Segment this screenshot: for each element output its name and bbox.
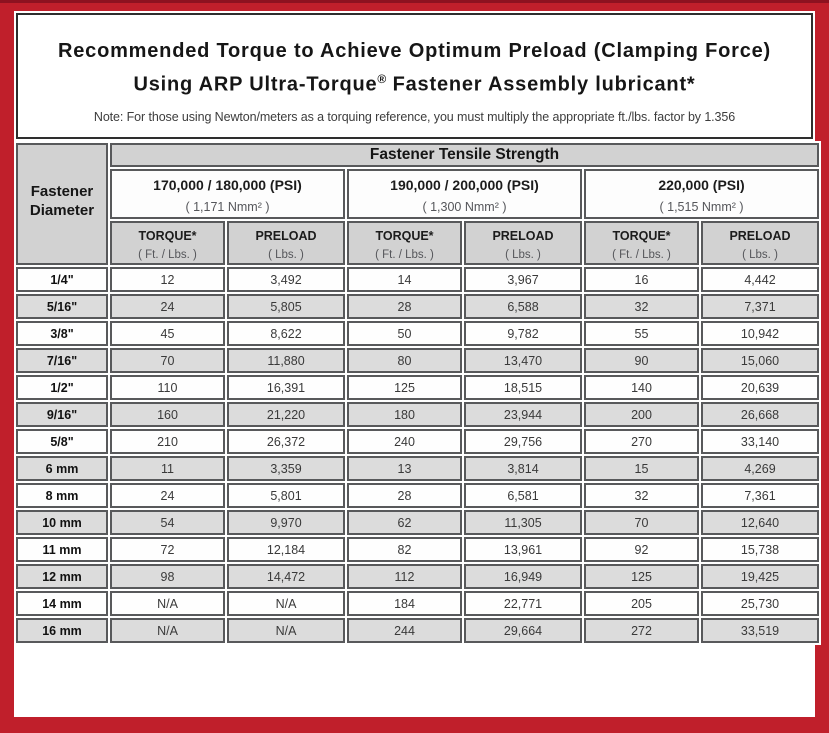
preload-cell: 7,361 (701, 483, 819, 508)
table-row-6mm (16, 456, 819, 481)
diameter-cell: 8 mm (16, 483, 108, 508)
torque-cell: 180 (347, 402, 462, 427)
corner-header-line1: Fastener (30, 183, 94, 200)
preload-cell: 15,060 (701, 348, 819, 373)
preload-cell: 11,880 (227, 348, 345, 373)
torque-cell: 16 (584, 267, 699, 292)
diameter-cell: 1/4" (16, 267, 108, 292)
preload-cell: 6,581 (464, 483, 582, 508)
table-row-10mm (16, 510, 819, 535)
nmm-label: ( 1,171 Nmm² ) (185, 200, 270, 214)
preload-cell: 25,730 (701, 591, 819, 616)
preload-cell: 13,470 (464, 348, 582, 373)
psi-label: 220,000 (PSI) (658, 177, 745, 193)
diameter-cell: 6 mm (16, 456, 108, 481)
column-header-preload-2: PRELOAD ( Lbs. ) (464, 221, 582, 265)
corner-header-line2: Diameter (29, 202, 95, 219)
table-row-1-2in (16, 375, 819, 400)
torque-cell: 272 (584, 618, 699, 643)
preload-cell: 22,771 (464, 591, 582, 616)
preload-cell: 33,140 (701, 429, 819, 454)
torque-cell: 12 (110, 267, 225, 292)
table-header (16, 143, 819, 265)
table-row-12mm (16, 564, 819, 589)
preload-cell: 26,668 (701, 402, 819, 427)
torque-cell: 45 (110, 321, 225, 346)
torque-cell: N/A (110, 618, 225, 643)
preload-cell: 6,588 (464, 294, 582, 319)
table-row-3-8in (16, 321, 819, 346)
diameter-cell: 9/16" (16, 402, 108, 427)
torque-cell: 32 (584, 483, 699, 508)
torque-cell: 82 (347, 537, 462, 562)
torque-cell: 160 (110, 402, 225, 427)
preload-cell: 11,305 (464, 510, 582, 535)
table-row-5-16in (16, 294, 819, 319)
torque-cell: 70 (584, 510, 699, 535)
table-row-7-16in (16, 348, 819, 373)
torque-cell: 125 (347, 375, 462, 400)
preload-cell: 4,269 (701, 456, 819, 481)
nmm-label: ( 1,300 Nmm² ) (422, 200, 507, 214)
torque-cell: 112 (347, 564, 462, 589)
torque-cell: 62 (347, 510, 462, 535)
preload-cell: 16,949 (464, 564, 582, 589)
preload-cell: 19,425 (701, 564, 819, 589)
torque-cell: 55 (584, 321, 699, 346)
table-body (16, 267, 819, 643)
preload-cell: 13,961 (464, 537, 582, 562)
torque-cell: 125 (584, 564, 699, 589)
psi-group-170-180 (110, 169, 345, 219)
title-line-1: Recommended Torque to Achieve Optimum Preload (Clamping Force) (57, 40, 772, 62)
diameter-cell: 11 mm (16, 537, 108, 562)
psi-header-row (16, 169, 819, 219)
preload-cell: N/A (227, 591, 345, 616)
preload-cell: 5,805 (227, 294, 345, 319)
preload-cell: 4,442 (701, 267, 819, 292)
preload-cell: 10,942 (701, 321, 819, 346)
table-row-5-8in (16, 429, 819, 454)
table-row-8mm (16, 483, 819, 508)
title-line-2-end: Fastener Assembly lubricant* (386, 73, 696, 96)
torque-cell: 15 (584, 456, 699, 481)
tensile-strength-header: Fastener Tensile Strength (110, 143, 819, 167)
torque-cell: 98 (110, 564, 225, 589)
torque-cell: 210 (110, 429, 225, 454)
torque-cell: 72 (110, 537, 225, 562)
psi-group-190-200 (347, 169, 582, 219)
diameter-cell: 7/16" (16, 348, 108, 373)
torque-cell: 80 (347, 348, 462, 373)
column-header-preload-1: PRELOAD ( Lbs. ) (227, 221, 345, 265)
preload-cell: 20,639 (701, 375, 819, 400)
preload-cell: 5,801 (227, 483, 345, 508)
torque-cell: 140 (584, 375, 699, 400)
torque-cell: 24 (110, 483, 225, 508)
preload-cell: 12,184 (227, 537, 345, 562)
note-text: Note: For those using Newton/meters as a torquing reference, you must multiply the appropriate ft./lbs. factor by 1.356 (93, 109, 736, 124)
psi-label: 170,000 / 180,000 (PSI) (153, 177, 302, 193)
registered-mark: ® (377, 72, 387, 86)
torque-cell: 54 (110, 510, 225, 535)
preload-cell: 18,515 (464, 375, 582, 400)
torque-cell: N/A (110, 591, 225, 616)
column-header-torque-1: TORQUE* ( Ft. / Lbs. ) (110, 221, 225, 265)
diameter-cell: 1/2" (16, 375, 108, 400)
diameter-cell: 5/8" (16, 429, 108, 454)
column-header-torque-2: TORQUE* ( Ft. / Lbs. ) (347, 221, 462, 265)
torque-cell: 270 (584, 429, 699, 454)
table-row-1-4in (16, 267, 819, 292)
preload-cell: 29,664 (464, 618, 582, 643)
preload-cell: 29,756 (464, 429, 582, 454)
corner-header-fastener-diameter (16, 143, 108, 265)
torque-cell: 28 (347, 483, 462, 508)
nmm-label: ( 1,515 Nmm² ) (659, 200, 744, 214)
torque-cell: 200 (584, 402, 699, 427)
preload-cell: 26,372 (227, 429, 345, 454)
preload-cell: 14,472 (227, 564, 345, 589)
preload-cell: 33,519 (701, 618, 819, 643)
preload-cell: 7,371 (701, 294, 819, 319)
diameter-cell: 10 mm (16, 510, 108, 535)
preload-cell: 3,359 (227, 456, 345, 481)
torque-cell: 70 (110, 348, 225, 373)
preload-cell: 9,782 (464, 321, 582, 346)
torque-cell: 14 (347, 267, 462, 292)
torque-cell: 13 (347, 456, 462, 481)
table-row-11mm (16, 537, 819, 562)
table-row-9-16in (16, 402, 819, 427)
torque-table (14, 141, 821, 645)
torque-cell: 184 (347, 591, 462, 616)
content-panel (14, 11, 815, 717)
title-line-2: Using ARP Ultra-Torque (133, 73, 378, 96)
torque-cell: 11 (110, 456, 225, 481)
title-box (16, 13, 813, 139)
column-header-torque-3: TORQUE* ( Ft. / Lbs. ) (584, 221, 699, 265)
torque-cell: 205 (584, 591, 699, 616)
torque-cell: 24 (110, 294, 225, 319)
torque-cell: 28 (347, 294, 462, 319)
preload-cell: 15,738 (701, 537, 819, 562)
table-row-16mm (16, 618, 819, 643)
preload-cell: 16,391 (227, 375, 345, 400)
preload-cell: 8,622 (227, 321, 345, 346)
preload-cell: 3,814 (464, 456, 582, 481)
diameter-cell: 5/16" (16, 294, 108, 319)
torque-cell: 92 (584, 537, 699, 562)
psi-group-220 (584, 169, 819, 219)
psi-label: 190,000 / 200,000 (PSI) (390, 177, 539, 193)
preload-cell: 21,220 (227, 402, 345, 427)
diameter-cell: 16 mm (16, 618, 108, 643)
torque-cell: 240 (347, 429, 462, 454)
torque-cell: 110 (110, 375, 225, 400)
preload-cell: 3,492 (227, 267, 345, 292)
column-header-preload-3: PRELOAD ( Lbs. ) (701, 221, 819, 265)
diameter-cell: 3/8" (16, 321, 108, 346)
preload-cell: 23,944 (464, 402, 582, 427)
torque-cell: 244 (347, 618, 462, 643)
torque-cell: 50 (347, 321, 462, 346)
diameter-cell: 14 mm (16, 591, 108, 616)
group-header-row (16, 143, 819, 167)
column-header-row (16, 221, 819, 265)
diameter-cell: 12 mm (16, 564, 108, 589)
preload-cell: 9,970 (227, 510, 345, 535)
torque-cell: 90 (584, 348, 699, 373)
preload-cell: N/A (227, 618, 345, 643)
preload-cell: 12,640 (701, 510, 819, 535)
table-row-14mm (16, 591, 819, 616)
page-title (18, 37, 811, 99)
preload-cell: 3,967 (464, 267, 582, 292)
torque-cell: 32 (584, 294, 699, 319)
